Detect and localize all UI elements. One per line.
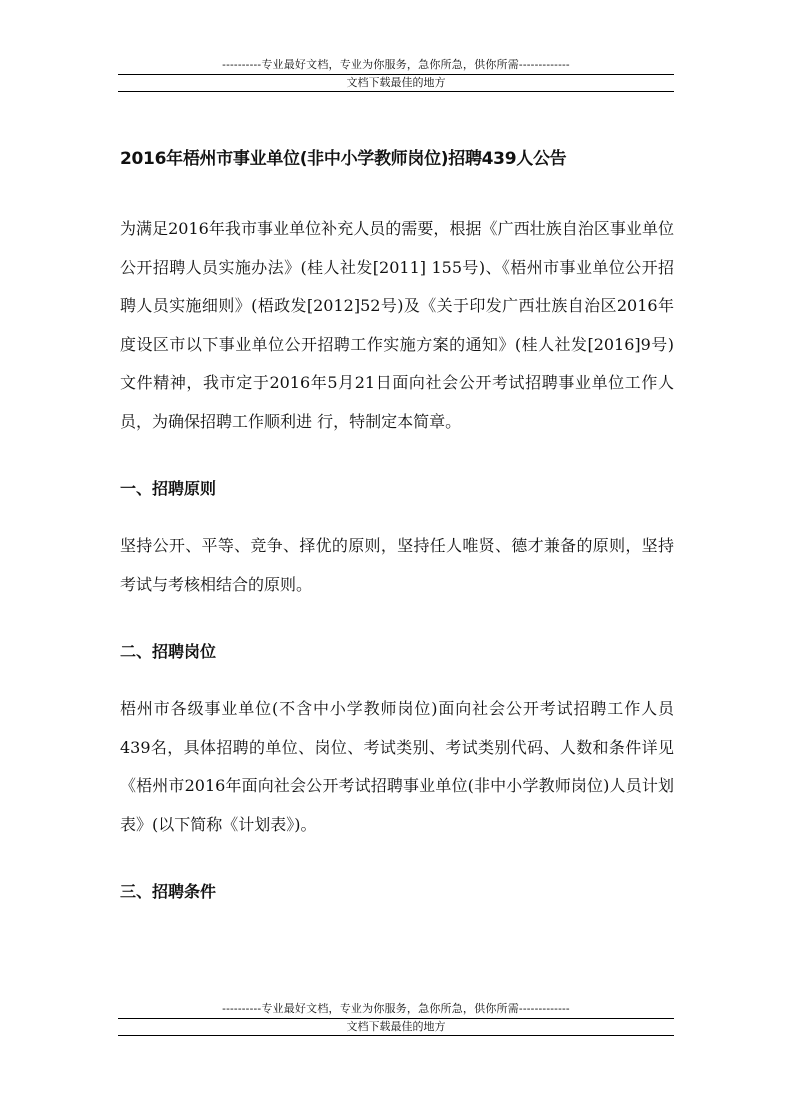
intro-paragraph: 为满足2016年我市事业单位补充人员的需要，根据《广西壮族自治区事业单位公开招聘人员实施办法》(桂人社发[2011] 155号)、《梧州市事业单位公开招聘人员实施细则》(梧政发[2012]52号)及《关于印发广西壮族自治区2016年度设区市以下事业单位公开招聘工作实施方案的通知》(桂人社发[2016]9号)文件精神，我市定于2016年5月21日面向社会公开考试招聘事业单位工作人员，为确保招聘工作顺利进 行，特制定本简章。 [120,219,674,431]
page-footer [118,1002,674,1036]
footer-slogan: ----------专业最好文档，专业为你服务，急你所急，供你所需------------- [222,1002,570,1015]
spacer [120,441,674,477]
footer-subtitle: 文档下载最佳的地方 [346,1020,446,1033]
header-rule-thick [118,74,674,75]
header-rule-thin [118,91,674,92]
document-body [120,140,674,904]
section-heading-positions: 二、招聘岗位 [120,642,217,661]
section-heading-conditions: 三、招聘条件 [120,882,217,901]
page-header [118,58,674,92]
header-subtitle: 文档下载最佳的地方 [346,76,446,89]
section-body-principles: 坚持公开、平等、竞争、择优的原则，坚持任人唯贤、德才兼备的原则，坚持考试与考核相结合的原则。 [120,536,674,594]
header-slogan: ----------专业最好文档，专业为你服务，急你所急，供你所需------------- [222,58,570,71]
footer-rule-thick [118,1018,674,1019]
section-heading-principles: 一、招聘原则 [120,479,217,498]
spacer [120,844,674,880]
spacer [120,604,674,640]
footer-rule-thin [118,1035,674,1036]
section-body-positions: 梧州市各级事业单位(不含中小学教师岗位)面向社会公开考试招聘工作人员439名，具体招聘的单位、岗位、考试类别、考试类别代码、人数和条件详见《梧州市2016年面向社会公开考试招聘事业单位(非中小学教师岗位)人员计划表》(以下简称《计划表》)。 [120,699,674,834]
document-title: 2016年梧州市事业单位(非中小学教师岗位)招聘439人公告 [120,149,567,169]
spacer [120,501,674,527]
spacer [120,664,674,690]
